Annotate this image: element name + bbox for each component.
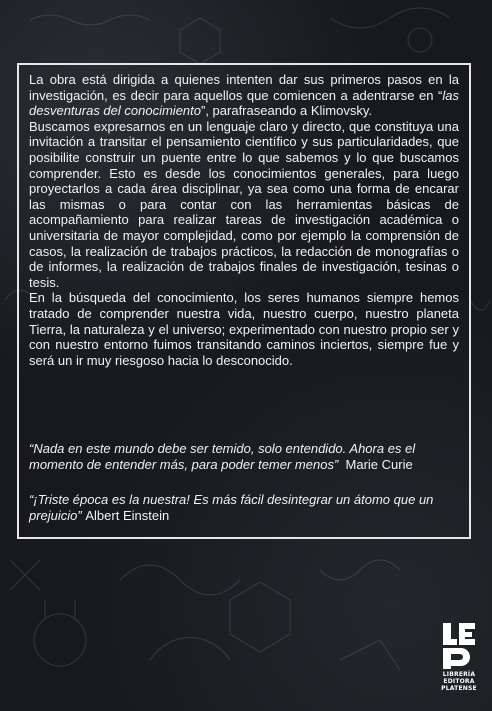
publisher-logo: [437, 621, 481, 703]
italic-title: las desventuras del conocimiento: [29, 87, 459, 119]
quote-2: [29, 492, 459, 524]
lep-logo-mark: [439, 621, 479, 671]
quote-1-text: “Nada en este mundo debe ser temido, solo entendido. Ahora es el momento de entender más, para poder temer menos”: [29, 441, 416, 472]
quote-2-author: Albert Einstein: [85, 508, 170, 523]
paragraph-3: En la búsqueda del conocimiento, los seres humanos siempre hemos tratado de comprender nuestra vida, nuestro cuerpo, nuestro planeta Tierra, la naturaleza y el universo; experimentado con nuestro propio ser y con nuestro entorno fuimos transitando caminos inciertos, siempre fue y será un ir muy riesgoso hacia lo desconocido.: [29, 290, 459, 368]
paragraph-1: La obra está dirigida a quienes intenten dar sus primeros pasos en la investigación, es decir para aquellos que comiencen a adentrarse en “las desventuras del conocimiento”, parafraseando a Klimovsky.: [29, 72, 459, 119]
logo-caption-line-1: LIBRERÍA: [442, 671, 476, 678]
paragraph-2: Buscamos expresarnos en un lenguaje claro y directo, que constituya una invitación a transitar el pensamiento científico y sus particularidades, que posibilite construir un puente entre lo que sabemos y lo que buscamos comprender. Esto es desde los conocimientos generales, para luego proyectarlos a cada área disciplinar, ya sea como una forma de encarar las mismas o para contar con las herramientas básicas de acompañamiento para realizar tareas de investigación académica o universitaria de mayor complejidad, como por ejemplo la comprensión de casos, la realización de trabajos prácticos, la redacción de monografías o de informes, la realización de trabajos finales de investigación, tesinas o tesis.: [29, 118, 459, 290]
quote-1-author: Marie Curie: [345, 457, 413, 472]
quote-1: [29, 441, 459, 473]
logo-caption-line-3: PLATENSE: [441, 685, 477, 692]
text-frame: [17, 63, 471, 539]
logo-caption-line-2: EDITORA: [443, 678, 475, 685]
quote-2-text: “¡Triste época es la nuestra! Es más fácil desintegrar un átomo que un prejuicio”: [29, 492, 434, 523]
